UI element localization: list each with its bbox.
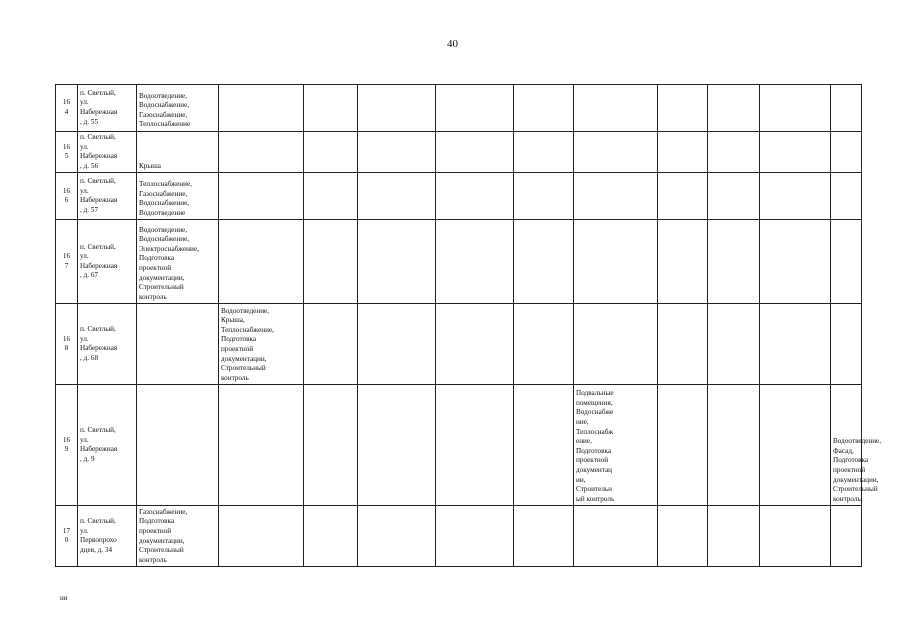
address-cell: п. Светлый, ул. Набережная , д. 68 (78, 304, 137, 385)
work-type-cell (219, 85, 304, 132)
page-number: 40 (447, 38, 458, 50)
work-type-cell: Водоотведение, Фасад, Подготовка проектной документации, Строительный контроль (831, 385, 862, 506)
row-number-cell: 16 9 (56, 385, 78, 506)
work-type-cell (436, 173, 514, 220)
row-number-cell: 16 5 (56, 132, 78, 173)
work-type-cell (658, 304, 708, 385)
work-type-cell (219, 506, 304, 567)
work-type-cell: Водоотведение, Крыша, Теплоснабжение, Подготовка проектной документации, Строительный контроль (219, 304, 304, 385)
work-type-cell (708, 385, 760, 506)
work-type-cell (658, 173, 708, 220)
work-type-cell (514, 85, 574, 132)
work-type-cell (514, 385, 574, 506)
work-type-cell (358, 85, 436, 132)
work-type-cell: Газоснабжение, Подготовка проектной документации, Строительный контроль (137, 506, 219, 567)
capital-repair-table (55, 84, 882, 567)
work-type-cell (358, 173, 436, 220)
work-type-cell (436, 220, 514, 304)
work-type-cell (514, 132, 574, 173)
work-type-cell (658, 385, 708, 506)
row-number-cell: 17 0 (56, 506, 78, 567)
work-type-cell (658, 132, 708, 173)
work-type-cell (304, 506, 358, 567)
work-type-cell (708, 506, 760, 567)
work-type-cell (831, 173, 862, 220)
address-cell: п. Светлый, ул. Набережная , д. 56 (78, 132, 137, 173)
table-row (56, 173, 862, 220)
work-type-cell (304, 132, 358, 173)
footer-mark: ни (60, 594, 68, 602)
work-type-cell (219, 173, 304, 220)
work-type-cell (574, 506, 658, 567)
work-type-cell (358, 132, 436, 173)
address-cell: п. Светлый, ул. Набережная , д. 67 (78, 220, 137, 304)
work-type-cell (574, 132, 658, 173)
address-cell: п. Светлый, ул. Набережная , д. 57 (78, 173, 137, 220)
work-type-cell: Крыша (137, 132, 219, 173)
work-type-cell (831, 132, 862, 173)
row-number-cell: 16 8 (56, 304, 78, 385)
work-type-cell: Водоотведение, Водоснабжение, Электроснабжение, Подготовка проектной документации, Строительный контроль (137, 220, 219, 304)
work-type-cell (219, 132, 304, 173)
work-type-cell (514, 220, 574, 304)
work-type-cell (574, 304, 658, 385)
work-type-cell (831, 506, 862, 567)
work-type-cell (304, 304, 358, 385)
work-type-cell (436, 506, 514, 567)
work-type-cell: Подвальные помещения, Водоснабже ние, Теплоснабж ение, Подготовка проектной документац ии, Строительн ый контроль (574, 385, 658, 506)
work-type-cell (760, 132, 831, 173)
work-type-cell (708, 85, 760, 132)
work-type-cell (514, 304, 574, 385)
work-type-cell (219, 220, 304, 304)
work-type-cell (219, 385, 304, 506)
work-type-cell (831, 304, 862, 385)
work-type-cell (358, 506, 436, 567)
work-type-cell (658, 506, 708, 567)
work-type-cell: Водоотведение, Водоснабжение, Газоснабжение, Теплоснабжение (137, 85, 219, 132)
work-type-cell: Теплоснабжение, Газоснабжение, Водоснабжение, Водоотведение (137, 173, 219, 220)
work-type-cell (358, 220, 436, 304)
address-cell: п. Светлый, ул. Первопрохо дцев, д. 34 (78, 506, 137, 567)
work-type-cell (436, 85, 514, 132)
work-type-cell (658, 85, 708, 132)
work-type-cell (304, 173, 358, 220)
table-row (56, 85, 862, 132)
work-type-cell (574, 173, 658, 220)
work-type-cell (760, 85, 831, 132)
table-row (56, 132, 862, 173)
row-number-cell: 16 6 (56, 173, 78, 220)
work-type-cell (760, 173, 831, 220)
work-type-cell (514, 173, 574, 220)
work-type-cell (708, 304, 760, 385)
work-type-cell (831, 220, 862, 304)
work-type-cell (574, 85, 658, 132)
work-type-cell (658, 220, 708, 304)
address-cell: п. Светлый, ул. Набережная , д. 55 (78, 85, 137, 132)
row-number-cell: 16 4 (56, 85, 78, 132)
work-type-cell (304, 85, 358, 132)
table-row (56, 304, 862, 385)
table-row (56, 220, 862, 304)
work-type-cell (760, 304, 831, 385)
work-type-cell (760, 220, 831, 304)
work-type-cell (760, 506, 831, 567)
table-row (56, 506, 862, 567)
work-type-cell (514, 506, 574, 567)
work-type-cell (831, 85, 862, 132)
work-type-cell (304, 385, 358, 506)
work-type-cell (436, 304, 514, 385)
work-type-cell (708, 132, 760, 173)
work-type-cell (304, 220, 358, 304)
work-type-cell (760, 385, 831, 506)
work-type-cell (137, 304, 219, 385)
work-type-cell (436, 132, 514, 173)
work-type-cell (574, 220, 658, 304)
work-type-cell (358, 385, 436, 506)
work-type-cell (436, 385, 514, 506)
row-number-cell: 16 7 (56, 220, 78, 304)
address-cell: п. Светлый, ул. Набережная , д. 9 (78, 385, 137, 506)
table-row (56, 385, 862, 506)
work-type-cell (358, 304, 436, 385)
work-type-cell (708, 220, 760, 304)
work-type-cell (708, 173, 760, 220)
table-body (56, 85, 882, 567)
work-type-cell (137, 385, 219, 506)
